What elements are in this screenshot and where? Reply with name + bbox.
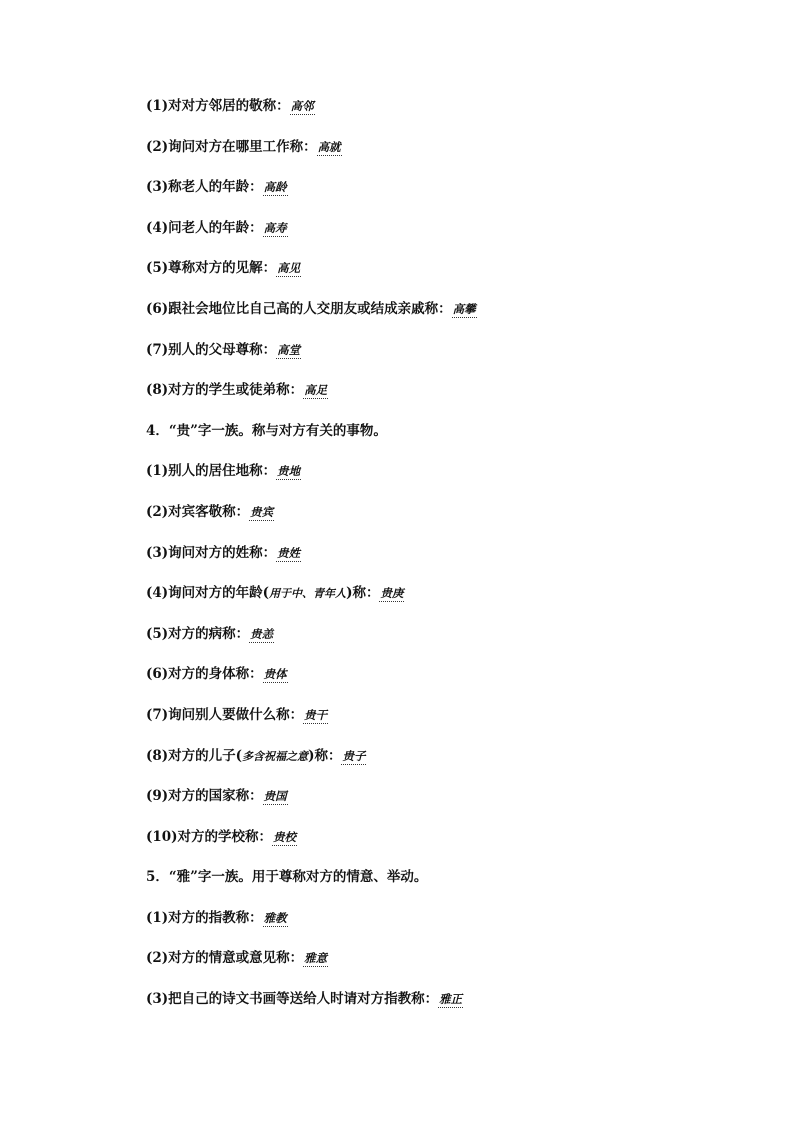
answer-text: 贵干 xyxy=(304,707,328,722)
list-item xyxy=(146,908,746,949)
list-item xyxy=(146,177,746,218)
usage-note: 多含祝福之意 xyxy=(242,749,309,763)
item-text: (4)询问对方的年龄( xyxy=(146,585,270,602)
answer-text: 贵庚 xyxy=(380,586,404,601)
answer-text: 贵姓 xyxy=(277,545,301,560)
answer-text: 贵国 xyxy=(263,789,287,804)
list-item xyxy=(146,340,746,381)
item-text: (2)询问对方在哪里工作称： xyxy=(146,138,317,155)
list-item xyxy=(146,705,746,746)
answer-text: 贵恙 xyxy=(250,626,274,641)
item-text: (5)对方的病称： xyxy=(146,625,250,642)
list-item xyxy=(146,96,746,137)
item-text-suffix: )称： xyxy=(308,747,342,764)
answer-text: 雅教 xyxy=(263,910,287,925)
answer-text: 高寿 xyxy=(263,220,287,235)
answer-text: 高邻 xyxy=(290,99,314,113)
item-text: (7)询问别人要做什么称： xyxy=(146,706,304,723)
list-item xyxy=(146,746,746,787)
document-page xyxy=(146,96,746,1030)
answer-text: 贵校 xyxy=(273,829,297,844)
item-text: (4)问老人的年龄： xyxy=(146,219,263,236)
answer-text: 雅正 xyxy=(439,992,463,1007)
answer-text: 高就 xyxy=(317,139,341,154)
answer-text: 高龄 xyxy=(263,180,287,195)
answer-text: 高攀 xyxy=(452,301,476,316)
list-item xyxy=(146,380,746,421)
section-heading: 4．“贵”字一族。称与对方有关的事物。 xyxy=(146,422,387,439)
item-text: (5)尊称对方的见解： xyxy=(146,260,277,277)
answer-text: 高堂 xyxy=(277,342,301,357)
list-item xyxy=(146,948,746,989)
list-item xyxy=(146,258,746,299)
list-item xyxy=(146,461,746,502)
answer-text: 高见 xyxy=(277,261,301,276)
answer-text: 雅意 xyxy=(304,951,328,966)
list-item xyxy=(146,786,746,827)
item-text: (6)跟社会地位比自己高的人交朋友或结成亲戚称： xyxy=(146,300,452,317)
list-item xyxy=(146,624,746,665)
item-text: (9)对方的国家称： xyxy=(146,788,263,805)
item-text: (3)称老人的年龄： xyxy=(146,179,263,196)
item-text: (8)对方的儿子( xyxy=(146,747,243,764)
item-text: (2)对宾客敬称： xyxy=(146,503,250,520)
item-text: (1)对对方邻居的敬称： xyxy=(146,98,290,114)
answer-text: 贵地 xyxy=(277,464,301,479)
list-item xyxy=(146,137,746,178)
item-text: (6)对方的身体称： xyxy=(146,666,263,683)
item-text-suffix: )称： xyxy=(346,585,380,602)
item-text: (1)别人的居住地称： xyxy=(146,463,277,480)
item-text: (3)把自己的诗文书画等送给人时请对方指教称： xyxy=(146,991,439,1008)
item-text: (3)询问对方的姓称： xyxy=(146,544,277,561)
item-text: (2)对方的情意或意见称： xyxy=(146,950,304,967)
list-item xyxy=(146,502,746,543)
item-text: (8)对方的学生或徒弟称： xyxy=(146,382,304,399)
answer-text: 贵体 xyxy=(263,667,287,682)
list-item xyxy=(146,989,746,1030)
list-item xyxy=(146,583,746,624)
section-heading: 5．“雅”字一族。用于尊称对方的情意、举动。 xyxy=(146,869,428,886)
list-item xyxy=(146,827,746,868)
list-item xyxy=(146,299,746,340)
item-text: (10)对方的学校称： xyxy=(146,828,273,845)
list-item xyxy=(146,543,746,584)
answer-text: 贵子 xyxy=(342,748,366,763)
answer-text: 贵宾 xyxy=(250,504,274,519)
answer-text: 高足 xyxy=(304,383,328,398)
list-item xyxy=(146,664,746,705)
item-text: (1)对方的指教称： xyxy=(146,909,263,926)
item-text: (7)别人的父母尊称： xyxy=(146,341,277,358)
usage-note: 用于中、青年人 xyxy=(269,587,347,601)
list-item xyxy=(146,218,746,259)
